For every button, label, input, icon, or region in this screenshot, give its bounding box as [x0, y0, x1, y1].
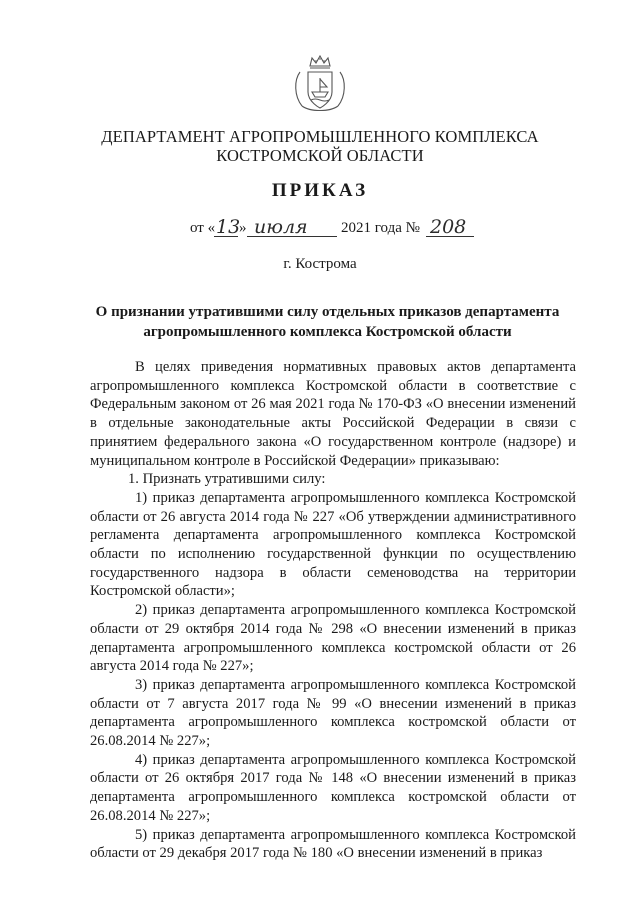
- list-item: 3) приказ департамента агропромышленного комплекса Костромской области от 7 августа 2017 года № 99 «О внесении изменений в приказ департамента агропромышленного комплекса костромской области от 26.08.2014 № 227»;: [90, 676, 576, 750]
- date-close-quote: »: [239, 220, 247, 236]
- order-subject-line2: агропромышленного комплекса Костромской области: [143, 324, 512, 340]
- handwritten-order-number: 208: [430, 216, 467, 238]
- point-1-heading: 1. Признать утратившими силу:: [128, 471, 326, 488]
- preamble-paragraph: В целях приведения нормативных правовых актов департамента агропромышленного комплекса Костромской области в соответствие с Федеральным законом от 26 мая 2021 года № 170-ФЗ «О внесении изменений в отдельные законодательные акты Российской Федерации в связи с принятием федерального закона «О государственном контроле (надзоре) и муниципальном контроле в Российской Федерации» приказываю:: [90, 359, 576, 469]
- date-from-prefix: от «: [190, 220, 216, 236]
- department-name-line2: КОСТРОМСКОЙ ОБЛАСТИ: [216, 146, 424, 165]
- list-item: 1) приказ департамента агропромышленного комплекса Костромской области от 26 августа 2014 года № 227 «Об утверждении административного регламента департамента агропромышленного комплекса Костромской области по исполнению государственной функции по осуществлению государственного надзора в области семеноводства на территории Костромской области»;: [90, 489, 576, 600]
- number-underline: [426, 236, 474, 237]
- department-name-line1: ДЕПАРТАМЕНТ АГРОПРОМЫШЛЕННОГО КОМПЛЕКСА: [101, 127, 539, 146]
- list-item: 2) приказ департамента агропромышленного комплекса Костромской области от 29 октября 2014 года № 298 «О внесении изменений в приказ департамента агропромышленного комплекса костромской области от 26 августа 2014 года № 227»;: [90, 602, 576, 675]
- month-underline: [247, 236, 337, 237]
- handwritten-day: 13: [216, 216, 241, 238]
- date-number-line: [190, 215, 490, 241]
- coat-of-arms-emblem: [292, 52, 348, 116]
- list-item: 4) приказ департамента агропромышленного комплекса Костромской области от 26 октября 2017 года № 148 «О внесении изменений в приказ департамента агропромышленного комплекса костромской области от 26.08.2014 № 227»;: [90, 751, 576, 824]
- day-underline: [214, 236, 238, 237]
- order-subject: [95, 302, 560, 342]
- handwritten-month: июля: [254, 216, 308, 238]
- document-type-title: ПРИКАЗ: [271, 180, 369, 201]
- order-subject-line1: О признании утратившими силу отдельных приказов департамента: [95, 304, 560, 320]
- city-name: г. Кострома: [283, 256, 357, 272]
- order-body: [90, 358, 576, 863]
- list-item: 5) приказ департамента агропромышленного комплекса Костромской области от 29 декабря 2017 года № 180 «О внесении изменений в приказ: [90, 826, 576, 862]
- year-and-number-label: 2021 года №: [341, 220, 420, 236]
